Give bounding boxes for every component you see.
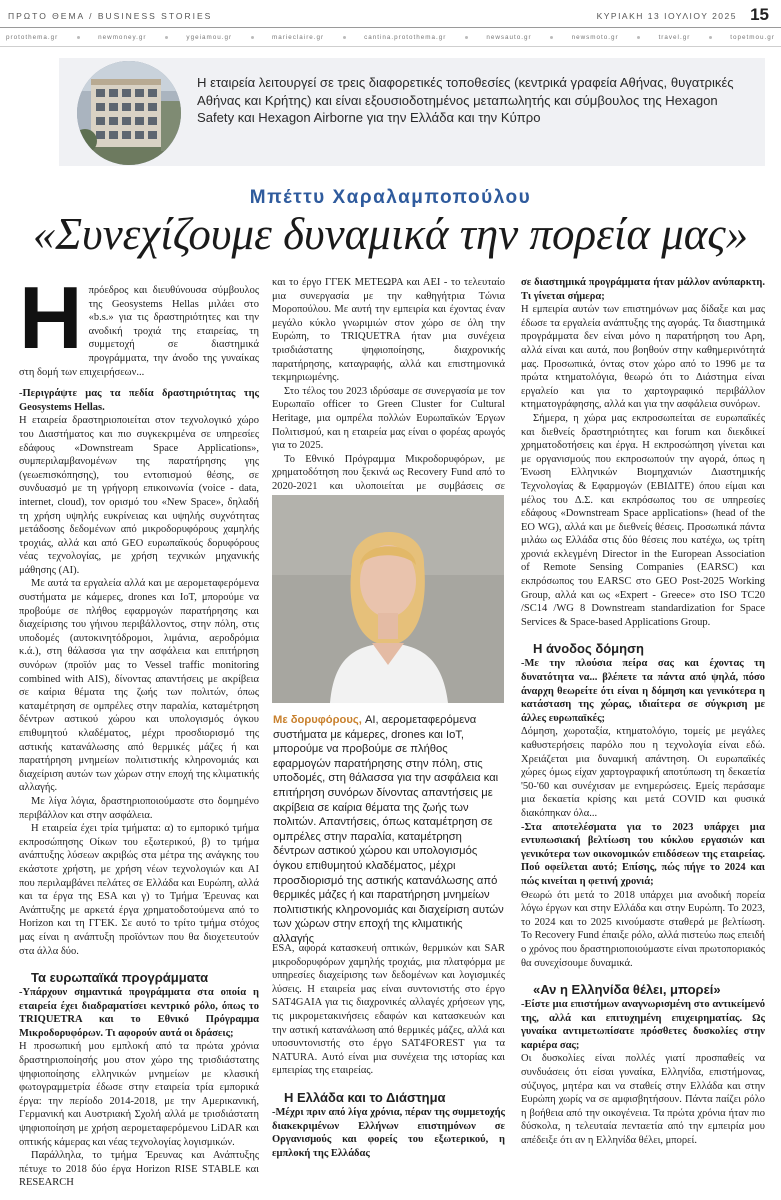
site-link[interactable]: newsmoto.gr <box>571 33 619 41</box>
building-photo <box>77 61 181 165</box>
author-name: Μπέττυ Χαραλαμποπούλου <box>249 187 532 208</box>
site-link[interactable]: ygeiamou.gr <box>186 33 233 41</box>
section-heading: Η άνοδος δόμηση <box>533 641 644 657</box>
page-number: 15 <box>750 5 769 24</box>
portrait-photo <box>272 495 504 703</box>
paragraph: Με λίγα λόγια, δραστηριοποιούμαστε στο δομημένο περιβάλλον και στην ασφάλεια. <box>19 795 259 821</box>
site-link[interactable]: newmoney.gr <box>98 33 147 41</box>
paragraph: Παράλληλα, το τμήμα Έρευνας και Ανάπτυξης πέτυχε το 2018 δύο έργα Horizon RISE STABLE και RESEARCH <box>19 1150 259 1189</box>
paragraph: και το έργο ΓΓΕΚ ΜΕΤΕΩΡΑ και ΑΕΙ - το τελευταίο μια συνεργασία με την καθηγήτρια Τώνια Μοροπούλου. Με αυτή την εμπειρία και έχοντας έναν μεγάλο κύκλο γνωριμιών στον χώρο σε όλη την Ευρώπη, το TRIQUETRA ήταν μια συνέχεια τρισδιάστατης ψηφιοποίησης, διαχρονικής παρατήρησης, καταγραφής, αλλά και επιστημονικά τεκμηριωμένης. <box>272 277 505 384</box>
question: -Περιγράψτε μας τα πεδία δραστηριότητας της Geosystems Hellas. <box>19 388 259 413</box>
paragraph: ESA, αφορά κατασκευή οπτικών, θερμικών και SAR μικροδορυφόρων χαμηλής τροχιάς, μια πλατφόρμα με υπηρεσίες διαχείρισης των δεδομένων και λογισμικές λύσεις. Η εταιρεία μας είναι συντονιστής στο έργο SAT4GAIA για τις διαχρονικές αλλαγές χρήσεων γης, τις μικρομετακινήσεις εδαφών και κατασκευών και την αστική κατανάλωση από θερμικές μάζες, αλλά και υποσυντονιστής στο έργο SAT4FOREST για τα NATURA. Αυτό είναι μια συνέχεια της ιστορίας και εμπειρίας της εταιρείας. <box>272 943 505 1077</box>
site-link[interactable]: protothema.gr <box>6 33 59 41</box>
article-column-2-top <box>272 276 505 507</box>
question: σε διαστημικά προγράμματα ήταν μάλλον ανύπαρκτη. Τι γίνεται σήμερα; <box>521 277 765 302</box>
paragraph: Το Εθνικό Πρόγραμμα Μικροδορυφόρων, με χρηματοδότηση που ξεκινά ως Recovery Fund από το 2020-2021 και υλοποιείται με συμβάσεις σε <box>272 453 505 492</box>
drop-cap: Η <box>19 268 83 367</box>
separator-dot <box>165 36 168 39</box>
paragraph: Η εταιρεία έχει τρία τμήματα: α) το εμπορικό τμήμα εκπροσώπησης Οίκων του εξωτερικού, β) το τμήμα ανάπτυξης λύσεων ακριβώς στα μέτρα της ανάγκης του εκάστοτε χρήστη, με χρήση νέων τεχνολογιών και AI που περιλαμβάνει πελάτες σε Ελλάδα και Ευρώπη, αλλά και τα έργα της ESA και γ) το Τμήμα Έρευνας και Ανάπτυξης με αρκετά έργα χρηματοδοτούμενα από το Horizon και τη ΓΓΕΚ. Σε αυτό το τρίτο τμήμα στόχος μας είναι η ανάπτυξη προϊόντων που θα διοχετευτούν στα άλλα δύο. <box>19 823 259 957</box>
sites-divider <box>0 46 781 47</box>
paragraph: Η προσωπική μου εμπλοκή από τα πρώτα χρόνια δραστηριοποίησής μου στον χώρο της τρισδιάστατης ψηφιοποίησης ελληνικών μνημείων με κλασική φωτογραμμετρία έδωσε στην εταιρεία τρία εμπορικά έργα: την περίοδο 2014-2018, με την Αμερικανική, Γερμανική και Αυστριακή Σχολή αλλά με τρισδιάστατη ψηφιοποίηση με χρήση αερομεταφερόμενου LiDAR και οπτικής κάμερας και νέας τεχνολογίας λογισμικών. <box>19 1041 259 1148</box>
separator-dot <box>709 36 712 39</box>
question: -Στα αποτελέσματα για το 2023 υπάρχει μια εντυπωσιακή βελτίωση του κύκλου εργασιών και γενικότερα των οικονομικών επιδόσεων της εταιρείας. Πού οφείλεται αυτό; Επίσης, πώς πήγε το 2024 και πώς κινείται η φετινή χρονιά; <box>521 821 765 887</box>
separator-dot <box>465 36 468 39</box>
paragraph: Η εμπειρία αυτών των επιστημόνων μας δίδαξε και μας έδωσε τα εργαλεία ανάπτυξης της αγοράς. Τα διαστημικά προγράμματα δεν είναι μόνο η παρατήρηση του Αρη, αλλά είναι και αυτά, που βοηθούν στην καθημερινότητά μας. Προσωπικά, όντας στον χώρο από το 1996 με τα πρώτα κτηματολόγια, θεωρώ ότι το Διάστημα είναι εργαλείο και για το χαρτογραφικό περιβάλλον κτηματογράφησης, αλλά και για την ασφάλεια συνόρων. <box>521 304 765 411</box>
paragraph: Οι δυσκολίες είναι πολλές γιατί προσπαθείς να συνδυάσεις ότι είσαι γυναίκα, Ελληνίδα, επιστήμονας, σύζυγος, μητέρα και να σταθείς στην Ελλάδα και στην Ευρώπη χωρίς να σε αμφισβητήσουν. Πάντα παίζει ρόλο η βοήθεια από την οικογένεια. Τα πρώτα χρόνια ήταν πιο δύσκολα, η τελευταία πενταετία από την εμπειρία μου απέδειξε ότι αν η Ελληνίδα θέλει, μπορεί. <box>521 1053 765 1147</box>
paragraph: πρόεδρος και διευθύνουσα σύμβουλος της Geosystems Hellas μιλάει στο «b.s.» για τις δραστηριότητες και την ανοδική τροχιά της εταιρείας, τη συμμετοχή σε διαστημικά προγράμματα, την άνοδο της γυναίκας στη δομή των επιχειρήσεων... <box>19 285 259 378</box>
headline: «Συνεχίζουμε δυναμικά την πορεία μας» <box>32 209 749 259</box>
paragraph: Δόμηση, χωροταξία, κτηματολόγιο, τομείς με μεγάλες καθυστερήσεις παρόλο που η τεχνολογία είναι εδώ. Χρειάζεται μια δυναμική απάντηση. Οι ευρωπαϊκές χώρες όμως είχαν χαρτογραφική αποτύπωση τη δεκαετία '50-'60 και συνέχισαν με ενημερώσεις. Εμείς περάσαμε μια δεκαετία κρίσης και μετά COVID και φυσικά διακόπηκαν όλα... <box>521 726 765 819</box>
question: -Μέχρι πριν από λίγα χρόνια, πέραν της συμμετοχής διακεκριμένων Ελλήνων επιστημόνων σε Οργανισμούς και φορείς του εξωτερικού, η εμπλοκή της Ελλάδας <box>272 1106 505 1159</box>
site-link[interactable]: cantina.protothema.gr <box>364 33 447 41</box>
article-column-2-bottom <box>272 942 505 1160</box>
paragraph: Στο τέλος του 2023 ιδρύσαμε σε συνεργασία με τον Ευρωπαϊο officer το Green Cluster for Cultural Heritage, μια ομπρέλα πολλών Ευρωπαϊκών Έργων Πολιτισμού, και η εταιρεία μας είναι ο φορέας αρωγός για το 2025. <box>272 385 505 452</box>
caption-text: AI, αερομεταφερόμενα συστήματα με κάμερες, drones και IoT, μπορούμε να προβούμε σε πλήθος εφαρμογών παρατήρησης στην πόλη, στις υποδομές, στη θάλασσα για την ασφάλεια και επιτήρηση συνόρων δίνοντας απαντήσεις με ακρίβεια σε καίρια θέματα της ζωής των πολιτών. Απαντήσεις, όπως καταμέτρηση σε ομπρέλες στην παραλία, καταμέτρηση δέντρων αστικού χώρου και υπολογισμός όγκου επιθυμητού κλαδέματος, μέχρι προσδιορισμό της αστικής κατανάλωσης από θερμικές μάζες ή και παρατήρηση μνημείων πολιτιστικής κληρονομιάς και διαχείριση αυτών των χώρων στην εποχή της κλιματικής αλλαγής <box>273 714 504 945</box>
site-link[interactable]: travel.gr <box>658 33 691 41</box>
site-link[interactable]: topetmou.gr <box>730 33 775 41</box>
article-column-1 <box>19 268 259 1190</box>
separator-dot <box>637 36 640 39</box>
paragraph: Σήμερα, η χώρα μας εκπροσωπείται σε ευρωπαϊκές και διεθνείς δραστηριότητες και forum και διεκδικεί χρηματοδοτήσεις και έργα. Η εκπροσώπηση γίνεται και με οργανισμούς που εκπροσωπούν την αγορά, όπως η Ένωση Ελληνικών Βιομηχανιών Διαστημικής Τεχνολογίας & Εφαρμογών (ΕΒΙΔΙΤΕ) όπου είμαι και μέλος του Δ.Σ. και εκπρόσωπος του σε υπηρεσίες εδάφους «Downstream Space applications» (head of the EO WG), αλλά και με διεθνείς θέσεις. Προσωπικά πάντα μιλάω ως Ελλάδα στις δύο θέσεις που κατέχω, ως τρίτη χρονιά εκλεγμένη Director in the European Association of Remote Sensing Companies (EARSC) και εκπρόσωπος του EARSC στο GEO Post-2025 Working Group, αλλά και ως «Expert - Greece» στο ISO TC20 /SC14 /WG 8 Downstream standardization for Space Services & Space-based Applications Group. <box>521 412 765 628</box>
paragraph: Η εταιρεία δραστηριοποιείται στον τεχνολογικό χώρο του Διαστήματος και πιο συγκεκριμένα σε υπηρεσίες εδάφους «Downstream Space Applications», συμπεριλαμβανομένων της παρατήρησης γης (γεωεπισκόπησης), του εντοπισμού θέσης, σε συνδυασμό με τη γρήγορη επικοινωνία (voice - data, internet, cloud), τον ορισμό του «New Space», δηλαδή τη χρήση υψηλής ευκρίνειας και υψηλής συχνότητας μετάδοσης δεδομένων από μικροδορυφόρους χαμηλής τροχιάς, αλλά και από GEO ευρωπαϊκούς δορυφόρους νέας τεχνολογίας, με χρήση τεχνικών μηχανικής μάθησης (AI). <box>19 415 259 576</box>
header-divider <box>0 27 781 28</box>
issue-date: ΚΥΡΙΑΚΗ 13 ΙΟΥΛΙΟΥ 2025 <box>596 11 737 21</box>
section-heading: «Αν η Ελληνίδα θέλει, μπορεί» <box>533 982 721 998</box>
separator-dot <box>343 36 346 39</box>
separator-dot <box>77 36 80 39</box>
masthead: ΠΡΩΤΟ ΘΕΜΑ / BUSINESS STORIES <box>8 11 213 21</box>
caption-lead: Με δορυφόρους, <box>273 714 362 726</box>
section-heading: Τα ευρωπαϊκά προγράμματα <box>31 970 209 986</box>
paragraph: Θεωρώ ότι μετά το 2018 υπάρχει μια ανοδική πορεία λόγω έργων και στην Ελλάδα και στην Ευρώπη. Το 2023, το 2024 και το 2025 κινούμαστε σταθερά με βελτίωση. Το Recovery Fund έπαιξε ρόλο, αλλά πιστεύω πως επειδή ο χρόνος που δραστηριοποιούμαστε είναι πρωτοποριακός θα συνεχίσουμε δυναμικά. <box>521 889 765 969</box>
partner-sites-bar <box>6 31 775 43</box>
question: -Είστε μια επιστήμων αναγνωρισμένη στο αντικείμενό της, αλλά και επιτυχημένη επιχειρηματίας. Ως γυναίκα αντιμετωπίσατε πρόσθετες δυσκολίες στην καριέρα σας; <box>521 999 765 1051</box>
intro-text: Η εταιρεία λειτουργεί σε τρεις διαφορετικές τοποθεσίες (κεντρικά γραφεία Αθήνας, θυγατρικές Αθήνας και Κρήτης) και είναι εξουσιοδοτημένος μεταπωλητής και σύμβουλος της Hexagon Safety και Hexagon Airborne για την Ελλάδα και την Κύπρο <box>197 75 734 125</box>
separator-dot <box>251 36 254 39</box>
site-link[interactable]: marieclaire.gr <box>272 33 325 41</box>
question: -Με την πλούσια πείρα σας και έχοντας τη δυνατότητα να... βλέπετε τα πάντα από ψηλά, πόσο άναρχη θεωρείτε ότι είναι η δόμηση και γενικότερα η κατάσταση της χώρας, ιδιαίτερα σε σύγκριση με άλλες ευρωπαϊκές; <box>521 658 765 724</box>
section-heading: Η Ελλάδα και το Διάστημα <box>284 1089 446 1105</box>
photo-caption <box>273 713 505 947</box>
separator-dot <box>550 36 553 39</box>
paragraph: Με αυτά τα εργαλεία αλλά και με αερομεταφερόμενα συστήματα με κάμερες, drones και IoT, μπορούμε να προβούμε σε πλήθος εφαρμογών παρατήρησης και διαχείρισης του γήινου περιβάλλοντος, στην πόλη, στις υποδομές (αυτοκινητόδρομοι, λιμάνια, αεροδρόμια κ.ά.), στη θάλασσα για την ασφάλεια και επιτήρηση συνόρων (προϊόν μας το Vessel traffic monitoring combined with AIS), δίνοντας απαντήσεις με ακρίβεια σε καίρια θέματα της ζωής των πολιτών, όπως καταμέτρηση σε ομπρέλες στην παραλία, καταμέτρηση δέντρων αστικού χώρου και υπολογισμός όγκου επιθυμητού κλαδέματος, μέχρι προσδιορισμό της αστικής κατανάλωσης από θερμικές μάζες ή και παρατήρηση μνημείων πολιτιστικής κληρονομιάς και διαχείριση αυτών των χώρων στην εποχή της κλιματικής αλλαγής. <box>19 578 259 794</box>
question: -Υπάρχουν σημαντικά προγράμματα στα οποία η εταιρεία έχει διαδραματίσει κεντρικό ρόλο, όπως το TRIQUETRA και το Εθνικό Πρόγραμμα Μικροδορυφόρων. Τι αφορούν αυτά οι δράσεις; <box>19 987 259 1039</box>
article-column-3 <box>521 276 765 1148</box>
site-link[interactable]: newsauto.gr <box>486 33 532 41</box>
